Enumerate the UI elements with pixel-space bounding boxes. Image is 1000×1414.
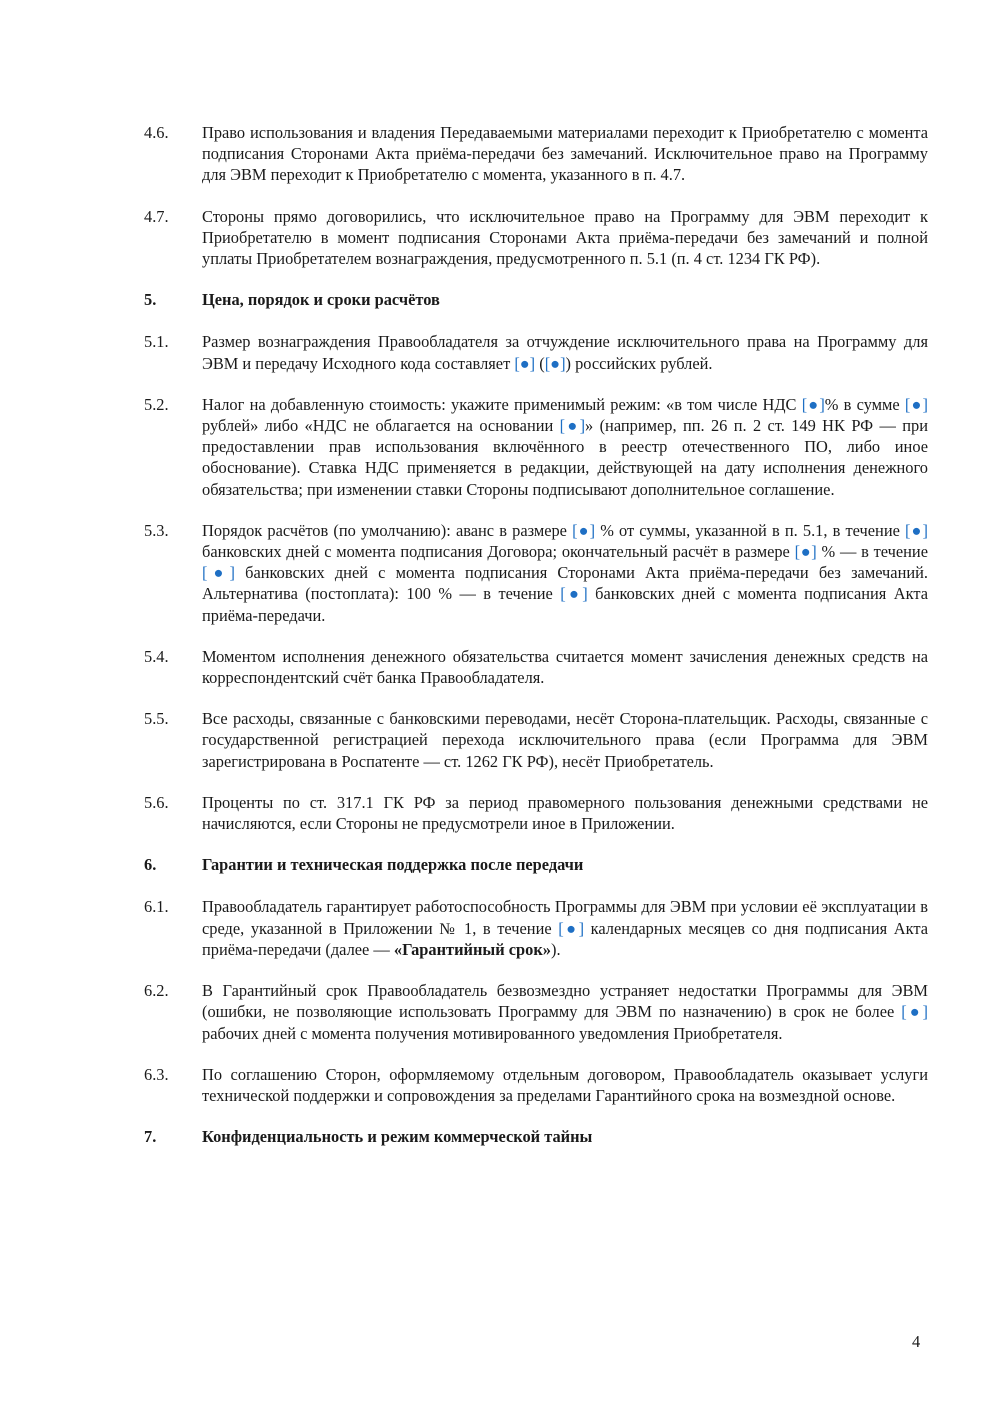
clause-6-3	[144, 1064, 928, 1106]
clause-text: Право использования и владения Передаваемыми материалами переходит к Приобретателю с момента подписания Сторонами Акта приёма-передачи без замечаний. Исключительное право на Программу для ЭВМ переходит к Приобретателю с момента, указанного в п. 4.7.	[202, 123, 928, 185]
clause-5-3	[144, 520, 928, 626]
text-fragment: % от суммы, указанной в п. 5.1, в течение	[595, 520, 906, 540]
placeholder-marker: [●]	[904, 394, 928, 414]
clause-number: 5.1.	[144, 332, 169, 352]
clause-number: 4.7.	[144, 206, 169, 226]
placeholder-marker: [●]	[514, 353, 536, 373]
text-fragment: банковских дней с момента подписания Договора; окончательный расчёт в размере	[202, 542, 795, 562]
clause-text: Стороны прямо договорились, что исключительное право на Программу для ЭВМ переходит к Приобретателю в момент подписания Сторонами Акта приёма-передачи без замечаний и полной уплаты Приобретателем вознаграждения, предусмотренного п. 5.1 (п. 4 ст. 1234 ГК РФ).	[202, 206, 928, 269]
section-heading-6	[144, 854, 928, 875]
page-number: 4	[912, 1332, 921, 1351]
clause-number: 6.2.	[144, 981, 169, 1001]
section-title: Цена, порядок и сроки расчётов	[202, 290, 440, 310]
clause-text: По соглашению Сторон, оформляемому отдельным договором, Правообладатель оказывает услуги технической поддержки и сопровождения за пределами Гарантийного срока на возмездной основе.	[202, 1064, 928, 1105]
text-fragment: Правообладатель гарантирует работоспособность Программы для ЭВМ при условии её эксплуатации в среде, указанной в Приложении № 1, в течение	[202, 897, 928, 938]
text-fragment: рабочих дней с момента получения мотивированного уведомления Приобретателя.	[202, 1023, 783, 1043]
section-heading-5	[144, 289, 928, 310]
clause-text: Моментом исполнения денежного обязательства считается момент зачисления денежных средств на корреспондентский счёт банка Правообладателя.	[202, 646, 928, 688]
clause-number: 5.4.	[144, 646, 169, 666]
section-heading-7	[144, 1126, 928, 1147]
clause-number: 5.2.	[144, 394, 169, 414]
clause-number: 5.6.	[144, 792, 169, 812]
clause-text	[202, 896, 928, 960]
clause-5-5	[144, 708, 928, 772]
clause-5-2	[144, 394, 928, 500]
text-fragment: » (например, пп. 26 п. 2 ст. 149 НК РФ — при предоставлении прав использования включённого в реестр отечественного ПО, либо иное обоснование). Ставка НДС применяется в редакции, действующей на дату исполнения денежного обязательства; при изменении ставки Стороны подписывают дополнительное соглашение.	[202, 416, 928, 499]
clause-number: 4.6.	[144, 123, 169, 142]
clause-6-1	[144, 896, 928, 960]
document-body	[144, 122, 928, 1168]
placeholder-marker: [●]	[794, 542, 817, 562]
placeholder-marker: [●]	[202, 563, 235, 583]
placeholder-marker: [●]	[559, 416, 586, 436]
defined-term: «Гарантийный срок»	[393, 939, 552, 959]
clause-text: Все расходы, связанные с банковскими переводами, несёт Сторона-плательщик. Расходы, связанные с государственной регистрацией перехода исключительного права (если Программа для ЭВМ зарегистрирована в Роспатенте — ст. 1262 ГК РФ), несёт Приобретатель.	[202, 709, 928, 771]
text-fragment: банковских дней с момента подписания Сторонами Акта приёма-передачи без замечаний. Альтернатива (постоплата): 100 % — в течение	[202, 563, 928, 604]
text-fragment: рублей» либо «НДС не облагается на основании	[202, 416, 560, 436]
clause-number: 6.1.	[144, 897, 169, 917]
placeholder-marker: [●]	[544, 353, 566, 373]
clause-text	[202, 394, 928, 500]
text-fragment: Налог на добавленную стоимость: укажите применимый режим: «в том числе НДС	[202, 394, 802, 414]
placeholder-marker: [●]	[572, 520, 596, 540]
clause-6-2	[144, 980, 928, 1044]
placeholder-marker: [●]	[905, 520, 928, 540]
text-fragment: банковских дней с момента подписания Акта приёма-передачи.	[202, 584, 928, 625]
section-number: 7.	[144, 1127, 157, 1147]
clause-text: Проценты по ст. 317.1 ГК РФ за период правомерного пользования денежными средствами не начисляются, если Стороны не предусмотрели иное в Приложении.	[202, 792, 928, 834]
clause-4-7	[144, 206, 928, 270]
clause-4-6	[144, 122, 928, 186]
text-fragment: Размер вознаграждения Правообладателя за отчуждение исключительного права на Программу для ЭВМ и передачу Исходного кода составляет	[202, 332, 928, 373]
text-fragment: ) российских рублей.	[565, 353, 713, 373]
clause-5-6	[144, 792, 928, 834]
text-fragment: В Гарантийный срок Правообладатель безвозмездно устраняет недостатки Программы для ЭВМ (ошибки, не позволяющие использовать Программу для ЭВМ по назначению) в срок не более	[202, 981, 928, 1022]
section-number: 6.	[144, 855, 157, 875]
clause-5-4	[144, 646, 928, 688]
section-title: Гарантии и техническая поддержка после передачи	[202, 855, 584, 875]
section-number: 5.	[144, 290, 157, 310]
clause-text	[202, 520, 928, 626]
text-fragment: Порядок расчётов (по умолчанию): аванс в размере	[202, 520, 573, 540]
placeholder-marker: [●]	[801, 394, 825, 414]
clause-number: 6.3.	[144, 1064, 169, 1084]
text-fragment: % — в течение	[816, 542, 928, 562]
text-fragment: % в сумме	[824, 394, 905, 414]
clause-number: 5.5.	[144, 709, 169, 729]
clause-5-1	[144, 331, 928, 373]
placeholder-marker: [●]	[901, 1002, 928, 1022]
placeholder-marker: [●]	[560, 584, 588, 604]
text-fragment: (	[535, 353, 545, 373]
clause-text	[202, 331, 928, 373]
text-fragment: ).	[551, 939, 561, 959]
text-fragment: календарных месяцев со дня подписания Акта приёма-передачи (далее —	[202, 918, 928, 959]
section-title: Конфиденциальность и режим коммерческой тайны	[202, 1127, 593, 1147]
clause-text	[202, 980, 928, 1044]
placeholder-marker: [●]	[558, 918, 585, 938]
clause-number: 5.3.	[144, 520, 169, 540]
